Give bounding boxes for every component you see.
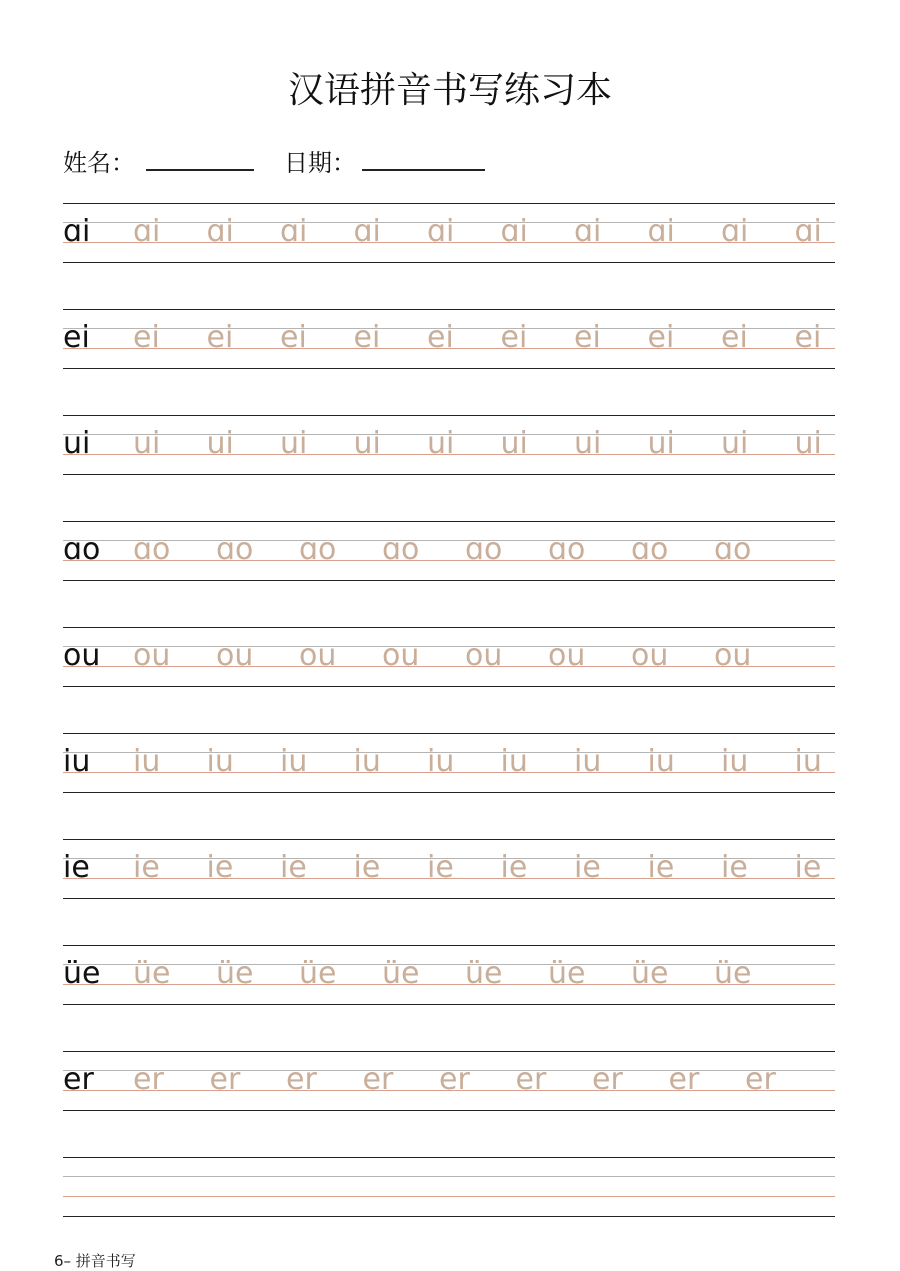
top-line — [63, 309, 835, 310]
model-syllable: ɑo — [63, 532, 101, 567]
trace-syllable: ɑi — [280, 214, 308, 249]
trace-syllable: ui — [647, 426, 675, 461]
trace-syllable: er — [592, 1062, 623, 1097]
trace-syllable: ɑo — [382, 532, 420, 567]
trace-syllable: ui — [427, 426, 455, 461]
trace-syllable: ui — [721, 426, 749, 461]
trace-syllable: üe — [216, 956, 254, 991]
top-line — [63, 203, 835, 204]
bottom-line — [63, 792, 835, 793]
trace-syllable: ɑo — [548, 532, 586, 567]
trace-syllable: üe — [133, 956, 171, 991]
trace-syllable: iu — [206, 744, 234, 779]
trace-syllable: ɑo — [714, 532, 752, 567]
trace-syllable: ou — [631, 638, 669, 673]
name-field[interactable] — [146, 169, 254, 171]
trace-syllable: üe — [465, 956, 503, 991]
trace-syllable: iu — [794, 744, 822, 779]
trace-syllable: ie — [574, 850, 601, 885]
trace-syllable: üe — [382, 956, 420, 991]
top-line — [63, 945, 835, 946]
practice-row[interactable] — [63, 627, 835, 687]
trace-syllable: iu — [721, 744, 749, 779]
practice-row[interactable] — [63, 1157, 835, 1217]
model-syllable: ɑi — [63, 214, 91, 249]
trace-syllable: ou — [548, 638, 586, 673]
bottom-line — [63, 368, 835, 369]
trace-syllable: er — [286, 1062, 317, 1097]
trace-syllable: ui — [794, 426, 822, 461]
trace-syllable: ui — [353, 426, 381, 461]
name-label: 姓名： — [63, 149, 135, 177]
trace-syllable: ei — [427, 320, 454, 355]
practice-row[interactable] — [63, 1051, 835, 1111]
trace-syllable: ie — [133, 850, 160, 885]
page-title: 汉语拼音书写练习本 — [287, 70, 612, 111]
trace-syllable: ɑi — [647, 214, 675, 249]
trace-syllable: ie — [647, 850, 675, 885]
trace-syllable: er — [668, 1062, 700, 1097]
bottom-line — [63, 1004, 835, 1005]
trace-syllable: ei — [574, 320, 601, 355]
trace-syllable: üe — [548, 956, 586, 991]
trace-syllable: üe — [631, 956, 669, 991]
trace-syllable: ei — [280, 320, 307, 355]
trace-syllable: ei — [794, 320, 822, 355]
trace-syllable: ou — [133, 638, 171, 673]
date-label: 日期： — [284, 149, 356, 177]
top-line — [63, 733, 835, 734]
trace-syllable: ɑi — [427, 214, 455, 249]
trace-syllable: ɑi — [133, 214, 161, 249]
bottom-line — [63, 262, 835, 263]
page-footer: 6– 拼音书写 — [54, 1252, 136, 1270]
trace-syllable: iu — [280, 744, 308, 779]
date-field[interactable] — [362, 169, 485, 171]
trace-syllable: ɑo — [133, 532, 171, 567]
middle-line — [63, 1176, 835, 1177]
trace-syllable: ie — [721, 850, 748, 885]
top-line — [63, 1157, 835, 1158]
bottom-line — [63, 898, 835, 899]
model-syllable: üe — [63, 956, 101, 991]
trace-syllable: ɑi — [500, 214, 528, 249]
trace-syllable: ɑo — [299, 532, 337, 567]
trace-syllable: ui — [280, 426, 308, 461]
trace-syllable: ei — [500, 320, 528, 355]
trace-syllable: ei — [721, 320, 748, 355]
trace-syllable: ɑi — [574, 214, 602, 249]
model-syllable: er — [63, 1062, 94, 1097]
practice-row[interactable] — [63, 415, 835, 475]
trace-syllable: ou — [299, 638, 337, 673]
top-line — [63, 839, 835, 840]
baseline — [63, 1196, 835, 1197]
bottom-line — [63, 474, 835, 475]
trace-syllable: ou — [714, 638, 752, 673]
trace-syllable: ie — [206, 850, 234, 885]
trace-syllable: ie — [353, 850, 381, 885]
model-syllable: ie — [63, 850, 90, 885]
trace-syllable: iu — [133, 744, 161, 779]
trace-syllable: er — [362, 1062, 394, 1097]
trace-syllable: iu — [353, 744, 381, 779]
trace-syllable: ie — [500, 850, 528, 885]
trace-syllable: ei — [647, 320, 675, 355]
trace-syllable: er — [439, 1062, 470, 1097]
trace-syllable: ie — [794, 850, 822, 885]
trace-syllable: ei — [353, 320, 381, 355]
trace-syllable: ou — [382, 638, 420, 673]
trace-syllable: ɑi — [721, 214, 749, 249]
trace-syllable: iu — [427, 744, 455, 779]
trace-syllable: ɑi — [353, 214, 381, 249]
trace-syllable: üe — [299, 956, 337, 991]
trace-syllable: ui — [133, 426, 161, 461]
practice-row[interactable] — [63, 945, 835, 1005]
top-line — [63, 1051, 835, 1052]
practice-row[interactable] — [63, 839, 835, 899]
trace-syllable: ɑi — [206, 214, 234, 249]
trace-syllable: er — [133, 1062, 164, 1097]
bottom-line — [63, 686, 835, 687]
top-line — [63, 521, 835, 522]
trace-syllable: ɑo — [465, 532, 503, 567]
practice-row[interactable] — [63, 521, 835, 581]
trace-syllable: er — [209, 1062, 241, 1097]
model-syllable: iu — [63, 744, 91, 779]
top-line — [63, 627, 835, 628]
practice-row[interactable] — [63, 203, 835, 263]
trace-syllable: ei — [133, 320, 160, 355]
model-syllable: ei — [63, 320, 90, 355]
bottom-line — [63, 1216, 835, 1217]
trace-syllable: iu — [647, 744, 675, 779]
trace-syllable: ui — [574, 426, 602, 461]
trace-syllable: ou — [216, 638, 254, 673]
trace-syllable: ɑo — [216, 532, 254, 567]
trace-syllable: iu — [574, 744, 602, 779]
trace-syllable: üe — [714, 956, 752, 991]
trace-syllable: ie — [280, 850, 307, 885]
trace-syllable: ui — [206, 426, 234, 461]
top-line — [63, 415, 835, 416]
bottom-line — [63, 1110, 835, 1111]
practice-row[interactable] — [63, 309, 835, 369]
trace-syllable: iu — [500, 744, 528, 779]
trace-syllable: ie — [427, 850, 454, 885]
trace-syllable: ui — [500, 426, 528, 461]
practice-row[interactable] — [63, 733, 835, 793]
trace-syllable: ɑo — [631, 532, 669, 567]
bottom-line — [63, 580, 835, 581]
model-syllable: ui — [63, 426, 91, 461]
trace-syllable: er — [515, 1062, 547, 1097]
trace-syllable: ou — [465, 638, 503, 673]
trace-syllable: er — [745, 1062, 776, 1097]
trace-syllable: ei — [206, 320, 234, 355]
trace-syllable: ɑi — [794, 214, 822, 249]
model-syllable: ou — [63, 638, 101, 673]
